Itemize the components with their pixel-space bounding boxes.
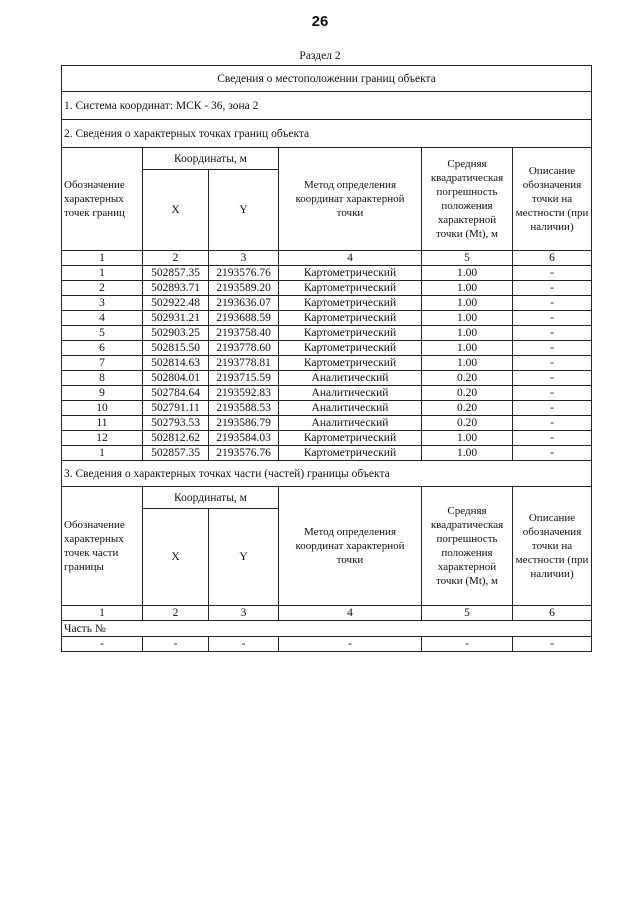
coord-y: 2193592.83 <box>209 386 279 401</box>
description: - <box>513 401 592 416</box>
point-number: 8 <box>62 371 143 386</box>
accuracy: 1.00 <box>422 446 513 461</box>
method: Аналитический <box>279 401 422 416</box>
table-cell: - <box>422 637 513 652</box>
method: Картометрический <box>279 431 422 446</box>
method: Аналитический <box>279 371 422 386</box>
coord-x: 502812.62 <box>143 431 209 446</box>
table-row <box>62 371 592 386</box>
coord-x: 502857.35 <box>143 266 209 281</box>
section3-header-method: Метод определения координат характерной точки <box>279 487 422 606</box>
column-number: 3 <box>209 251 279 266</box>
table-row <box>62 446 592 461</box>
section3-empty-row <box>62 637 592 652</box>
section2-column-numbers-row <box>62 251 592 266</box>
description: - <box>513 446 592 461</box>
description: - <box>513 371 592 386</box>
coord-x: 502931.21 <box>143 311 209 326</box>
coord-x: 502814.63 <box>143 356 209 371</box>
boundary-table <box>61 65 592 652</box>
method: Картометрический <box>279 341 422 356</box>
table-cell: - <box>209 637 279 652</box>
point-number: 4 <box>62 311 143 326</box>
table-row <box>62 416 592 431</box>
accuracy: 0.20 <box>422 386 513 401</box>
method: Картометрический <box>279 281 422 296</box>
coord-x: 502922.48 <box>143 296 209 311</box>
column-number: 1 <box>62 251 143 266</box>
section3-column-numbers-row <box>62 606 592 621</box>
coord-x: 502791.11 <box>143 401 209 416</box>
section3-title-row <box>62 461 592 487</box>
accuracy: 1.00 <box>422 311 513 326</box>
coord-x: 502804.01 <box>143 371 209 386</box>
table-row <box>62 266 592 281</box>
description: - <box>513 311 592 326</box>
table-row <box>62 386 592 401</box>
coord-y: 2193588.53 <box>209 401 279 416</box>
point-number: 12 <box>62 431 143 446</box>
point-number: 1 <box>62 446 143 461</box>
table-row <box>62 341 592 356</box>
section3-header-y: Y <box>209 509 279 606</box>
column-number: 3 <box>209 606 279 621</box>
accuracy: 1.00 <box>422 326 513 341</box>
description: - <box>513 431 592 446</box>
method: Аналитический <box>279 386 422 401</box>
column-number: 2 <box>143 251 209 266</box>
point-number: 6 <box>62 341 143 356</box>
column-number: 4 <box>279 606 422 621</box>
coord-y: 2193688.59 <box>209 311 279 326</box>
description: - <box>513 356 592 371</box>
method: Аналитический <box>279 416 422 431</box>
coord-x: 502815.50 <box>143 341 209 356</box>
part-label-row <box>62 621 592 637</box>
column-number: 5 <box>422 606 513 621</box>
coord-x: 502893.71 <box>143 281 209 296</box>
description: - <box>513 266 592 281</box>
description: - <box>513 386 592 401</box>
table-row <box>62 356 592 371</box>
point-number: 7 <box>62 356 143 371</box>
table-cell: - <box>513 637 592 652</box>
method: Картометрический <box>279 356 422 371</box>
table-row <box>62 431 592 446</box>
coord-y: 2193636.07 <box>209 296 279 311</box>
coord-y: 2193576.76 <box>209 266 279 281</box>
coord-x: 502903.25 <box>143 326 209 341</box>
method: Картометрический <box>279 296 422 311</box>
accuracy: 0.20 <box>422 371 513 386</box>
accuracy: 1.00 <box>422 341 513 356</box>
table-row <box>62 296 592 311</box>
table-row <box>62 281 592 296</box>
description: - <box>513 281 592 296</box>
description: - <box>513 326 592 341</box>
point-number: 11 <box>62 416 143 431</box>
accuracy: 1.00 <box>422 356 513 371</box>
method: Картометрический <box>279 311 422 326</box>
column-number: 2 <box>143 606 209 621</box>
accuracy: 1.00 <box>422 296 513 311</box>
section2-title-row <box>62 120 592 148</box>
page-number: 26 <box>311 13 329 30</box>
point-number: 3 <box>62 296 143 311</box>
table-cell: - <box>62 637 143 652</box>
section2-header-point: Обозначение характерных точек границ <box>62 148 143 251</box>
point-number: 2 <box>62 281 143 296</box>
table-row <box>62 401 592 416</box>
coord-y: 2193778.81 <box>209 356 279 371</box>
section2-header-x: X <box>143 170 209 251</box>
section2-header-y: Y <box>209 170 279 251</box>
section2-header-method: Метод определения координат характерной точки <box>279 148 422 251</box>
method: Картометрический <box>279 446 422 461</box>
column-number: 5 <box>422 251 513 266</box>
section-label: Раздел 2 <box>299 50 341 62</box>
coord-y: 2193576.76 <box>209 446 279 461</box>
description: - <box>513 296 592 311</box>
section2-header-coords: Координаты, м <box>143 148 279 170</box>
column-number: 6 <box>513 251 592 266</box>
section2-header-accuracy: Средняя квадратическая погрешность положения характерной точки (Mt), м <box>422 148 513 251</box>
column-number: 1 <box>62 606 143 621</box>
section3-header-x: X <box>143 509 209 606</box>
section3-header-accuracy: Средняя квадратическая погрешность положения характерной точки (Mt), м <box>422 487 513 606</box>
section2-header-row <box>62 148 592 170</box>
coord-y: 2193758.40 <box>209 326 279 341</box>
table-cell: - <box>279 637 422 652</box>
coord-y: 2193778.60 <box>209 341 279 356</box>
accuracy: 0.20 <box>422 401 513 416</box>
part-label: Часть № <box>62 621 592 637</box>
description: - <box>513 416 592 431</box>
column-number: 6 <box>513 606 592 621</box>
column-number: 4 <box>279 251 422 266</box>
accuracy: 1.00 <box>422 266 513 281</box>
coord-y: 2193586.79 <box>209 416 279 431</box>
section2-header-description: Описание обозначения точки на местности (при наличии) <box>513 148 592 251</box>
table-row <box>62 326 592 341</box>
section2-title: 2. Сведения о характерных точках границ объекта <box>62 120 592 148</box>
description: - <box>513 341 592 356</box>
method: Картометрический <box>279 326 422 341</box>
section3-header-description: Описание обозначения точки на местности (при наличии) <box>513 487 592 606</box>
accuracy: 0.20 <box>422 416 513 431</box>
point-number: 9 <box>62 386 143 401</box>
coordinate-system-row <box>62 92 592 120</box>
section3-title: 3. Сведения о характерных точках части (частей) границы объекта <box>62 461 592 487</box>
section3-header-coords: Координаты, м <box>143 487 279 509</box>
coord-x: 502793.53 <box>143 416 209 431</box>
coord-y: 2193715.59 <box>209 371 279 386</box>
accuracy: 1.00 <box>422 281 513 296</box>
section3-header-point: Обозначение характерных точек части границы <box>62 487 143 606</box>
point-number: 5 <box>62 326 143 341</box>
method: Картометрический <box>279 266 422 281</box>
table-title: Сведения о местоположении границ объекта <box>62 66 592 92</box>
point-number: 1 <box>62 266 143 281</box>
point-number: 10 <box>62 401 143 416</box>
coord-x: 502857.35 <box>143 446 209 461</box>
coord-y: 2193589.20 <box>209 281 279 296</box>
accuracy: 1.00 <box>422 431 513 446</box>
coord-y: 2193584.03 <box>209 431 279 446</box>
coord-x: 502784.64 <box>143 386 209 401</box>
section3-header-row <box>62 487 592 509</box>
table-title-row <box>62 66 592 92</box>
table-cell: - <box>143 637 209 652</box>
coordinate-system: 1. Система координат: МСК - 36, зона 2 <box>62 92 592 120</box>
table-row <box>62 311 592 326</box>
